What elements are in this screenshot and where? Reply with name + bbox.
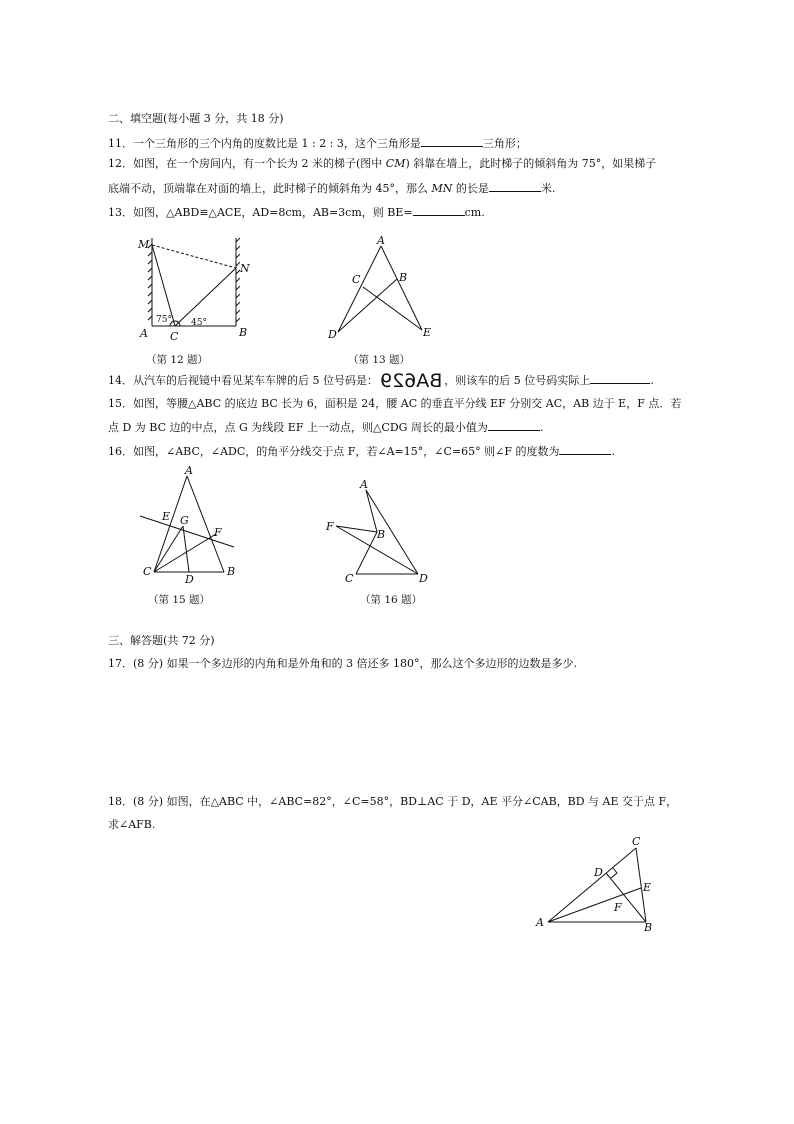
question-12-line-2 — [108, 180, 555, 196]
question-15-suffix: . — [539, 421, 544, 434]
label-d: D — [328, 328, 337, 341]
label-c: C — [345, 572, 354, 585]
segment-fb — [336, 526, 377, 532]
answer-blank-15[interactable] — [488, 419, 540, 431]
question-15-line-1: 15．如图，等腰△ABC 的底边 BC 长为 6，面积是 24，腰 AC 的垂直平分线 EF 分别交 AC，AB 边于 E，F 点．若 — [108, 397, 682, 410]
segment-ce — [363, 287, 422, 330]
label-d: D — [594, 866, 603, 879]
figure-13 — [320, 232, 440, 344]
label-c: C — [143, 565, 152, 578]
question-18-line-2: 求∠AFB. — [108, 818, 156, 831]
label-m: M — [138, 238, 150, 251]
side-ab — [187, 476, 224, 572]
answer-blank-14[interactable] — [590, 372, 650, 384]
figure-15 — [134, 462, 244, 584]
mirrored-plate: BA629 — [380, 370, 443, 392]
segment-ab — [366, 490, 377, 532]
q12-line2-a: 底端不动，顶端靠在对面的墙上，此时梯子的倾斜角为 45°，那么 — [108, 182, 432, 195]
side-ac — [548, 848, 636, 922]
label-c: C — [170, 330, 179, 343]
label-a: A — [377, 234, 385, 247]
answer-blank-11[interactable] — [421, 135, 483, 147]
segment-ae — [548, 888, 641, 922]
question-16-text: 16．如图，∠ABC，∠ADC，的角平分线交于点 F，若∠A=15°，∠C=65° 则∠F 的度数为 — [108, 445, 560, 458]
label-a: A — [140, 327, 148, 340]
label-d: D — [419, 572, 428, 585]
ladder-cm — [152, 245, 175, 326]
question-16-suffix: . — [611, 445, 615, 458]
question-11-text: 11．一个三角形的三个内角的度数比是 1 : 2 : 3，这个三角形是 — [108, 137, 421, 150]
right-angle-mark — [611, 868, 617, 878]
question-13-text: 13．如图，△ABD≌△ACE，AD=8cm，AB=3cm，则 BE= — [108, 206, 413, 219]
answer-blank-16[interactable] — [559, 443, 611, 455]
question-14 — [108, 370, 654, 392]
segment-gd — [183, 526, 189, 572]
label-b: B — [644, 921, 653, 934]
question-15-line-2 — [108, 419, 543, 435]
answer-blank-12[interactable] — [489, 180, 541, 192]
label-g: G — [180, 514, 189, 527]
label-b: B — [399, 271, 408, 284]
dashed-mn — [152, 245, 236, 268]
label-angle-45: 45° — [191, 318, 207, 328]
question-12-line-1 — [108, 157, 656, 171]
q12-var-mn: MN — [431, 182, 453, 195]
right-wall — [236, 238, 240, 326]
label-angle-75: 75° — [156, 315, 172, 325]
segment-ad — [338, 246, 381, 332]
label-e: E — [643, 881, 652, 894]
figure-16-caption: （第 16 题） — [360, 594, 423, 606]
q12-line2-b: 的长是 — [452, 182, 489, 195]
question-14-text: 14．从汽车的后视镜中看见某车车牌的后 5 位号码是： — [108, 374, 378, 387]
figure-12-caption: （第 12 题） — [146, 354, 209, 366]
question-14-suffix: . — [650, 374, 654, 387]
label-a: A — [185, 464, 193, 477]
answer-blank-13[interactable] — [413, 204, 465, 216]
label-a: A — [360, 478, 368, 491]
question-18-line-1: 18．(8 分) 如图，在△ABC 中，∠ABC=82°，∠C=58°，BD⊥AC 于 D，AE 平分∠CAB，BD 与 AE 交于点 F， — [108, 795, 678, 808]
question-16 — [108, 443, 615, 459]
label-f: F — [326, 520, 334, 533]
left-wall — [148, 238, 152, 326]
figure-18 — [528, 834, 662, 934]
label-b: B — [377, 528, 386, 541]
question-13 — [108, 204, 485, 220]
q12-var-cm: CM — [385, 157, 406, 170]
figure-15-caption: （第 15 题） — [148, 594, 211, 606]
label-e: E — [423, 326, 432, 339]
q12-line1-a: 12．如图，在一个房间内，有一个长为 2 米的梯子(图中 — [108, 157, 386, 170]
section-2-title: 二、填空题(每小题 3 分，共 18 分) — [108, 112, 284, 125]
question-15-text: 点 D 为 BC 边的中点，点 G 为线段 EF 上一动点，则△CDG 周长的最小值为 — [108, 421, 488, 434]
figure-12 — [130, 232, 260, 344]
label-b: B — [239, 326, 248, 339]
question-11 — [108, 135, 527, 151]
label-f: F — [214, 526, 222, 539]
question-11-suffix: 三角形； — [482, 137, 527, 150]
q12-line1-b: ) 斜靠在墙上，此时梯子的倾斜角为 75°，如果梯子 — [405, 157, 657, 170]
section-3-title: 三、解答题(共 72 分) — [108, 634, 215, 647]
question-14-mid: ，则该车的后 5 位号码实际上 — [444, 374, 591, 387]
segment-bc — [356, 532, 377, 574]
label-d: D — [185, 573, 194, 584]
figure-16 — [322, 474, 434, 586]
label-c: C — [632, 835, 641, 848]
label-c: C — [352, 273, 361, 286]
label-a: A — [536, 916, 544, 929]
label-e: E — [162, 510, 171, 523]
question-13-suffix: cm. — [464, 206, 485, 219]
label-f: F — [614, 901, 622, 914]
figure-13-caption: （第 13 题） — [348, 354, 411, 366]
label-n: N — [240, 262, 250, 275]
question-17: 17．(8 分) 如果一个多边形的内角和是外角和的 3 倍还多 180°，那么这个多边形的边数是多少. — [108, 657, 578, 670]
q12-line2-c: 米. — [540, 182, 556, 195]
segment-cg — [154, 526, 183, 572]
label-b: B — [227, 565, 236, 578]
